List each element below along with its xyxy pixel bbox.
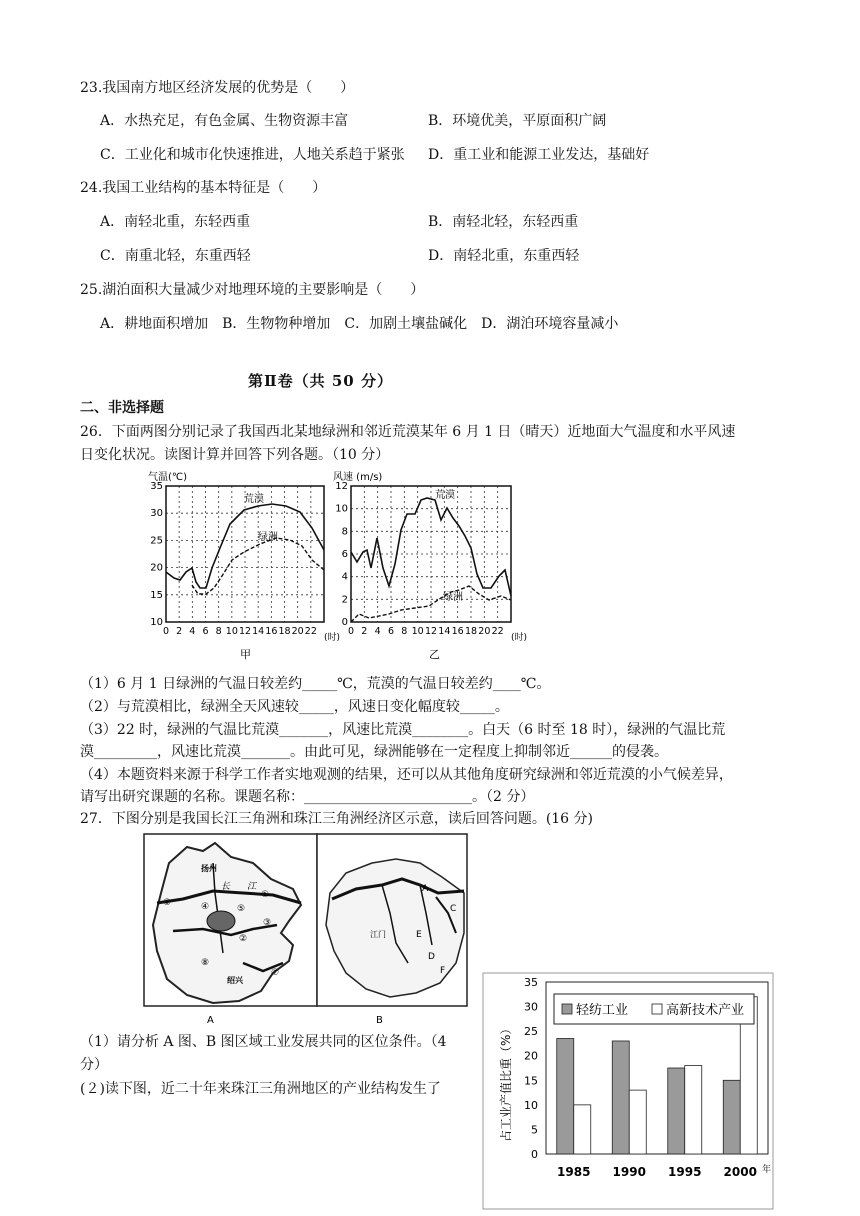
wind-chart-oasis-label: 绿洲: [443, 592, 463, 603]
wind-speed-chart: [325, 468, 535, 663]
map-a-label-jiang: 江: [247, 882, 257, 892]
legend-label: 轻纺工业: [576, 1003, 629, 1018]
q26-sub1: （1）6 月 1 日绿洲的气温日较差约_____℃，荒漠的气温日较差约____℃。: [80, 676, 551, 692]
q26-sub4-line1: （4）本题资料来源于科学工作者实地观测的结果，还可以从其他角度研究绿洲和邻近荒漠的小气候差异，: [80, 767, 733, 783]
temp-chart-x-unit: (时): [324, 633, 341, 643]
wind-chart-grid: [351, 486, 511, 622]
map-a-number-8: ⑧: [201, 958, 210, 968]
q26-stem-line1: 26．下面两图分别记录了我国西北某地绿洲和邻近荒漠某年 6 月 1 日（晴天）近地面大气温度和水平风速: [80, 424, 736, 440]
bar-light-textile: [557, 1039, 574, 1154]
temp-xtick-label: 18: [278, 626, 291, 637]
wind-xtick-label: 2: [361, 626, 368, 637]
wind-ytick-label: 8: [341, 526, 348, 538]
map-a-number-5: ⑤: [237, 904, 246, 914]
temp-xtick-label: 8: [215, 626, 222, 637]
temp-xtick-label: 6: [202, 626, 209, 637]
q23-option-d: D．重工业和能源工业发达，基础好: [428, 147, 650, 163]
wind-ytick-label: 10: [335, 503, 348, 515]
wind-xtick-label: 16: [451, 626, 464, 637]
bar-xtick-label: 1985: [557, 1165, 591, 1179]
bar-hightech: [574, 1105, 591, 1154]
q26-stem-line2: 日变化状况。读图计算并回答下列各题。（10 分）: [80, 447, 390, 463]
map-a-number-1: ①: [261, 890, 270, 900]
temp-xtick-label: 2: [176, 626, 183, 637]
bar-chart-legend: [554, 994, 754, 1024]
map-a-label-chang: 长: [221, 882, 231, 892]
temp-chart-desert-label: 荒漠: [244, 494, 264, 505]
q24-option-b: B．南轻北轻，东轻西重: [428, 214, 579, 230]
q26-sub3-line1: （3）22 时，绿洲的气温比荒漠_______，风速比荒漠________。白天（6 时至 18 时），绿洲的气温比荒: [80, 722, 726, 738]
bar-chart-xlabel: 年: [762, 1165, 772, 1175]
temp-ytick-label: 10: [150, 617, 163, 628]
bar-ytick-label: 15: [524, 1074, 538, 1088]
bar-ytick-label: 25: [524, 1025, 538, 1039]
temp-ytick-label: 20: [150, 562, 163, 574]
bar-ytick-label: 10: [524, 1098, 538, 1112]
q26-sub2: （2）与荒漠相比，绿洲全天风速较_____，风速日变化幅度较_____。: [80, 699, 509, 715]
temp-xtick-label: 12: [238, 626, 252, 637]
bar-hightech: [685, 1066, 702, 1154]
wind-xtick-label: 22: [491, 626, 504, 637]
legend-swatch: [562, 1004, 572, 1014]
q26-sub4-line2: 请写出研究课题的名称。课题名称：________________________。（2 分）: [80, 789, 535, 805]
part2-title: 第Ⅱ卷（共 50 分）: [248, 372, 393, 390]
temp-ytick-label: 35: [150, 481, 163, 492]
map-b-caption: B: [376, 1015, 383, 1026]
map-a-number-4: ④: [201, 902, 210, 912]
q26-sub3-line2: 漠_________，风速比荒漠_______。由此可见，绿洲能够在一定程度上抑制邻近______的侵袭。: [80, 744, 668, 760]
map-b-label-c: C: [450, 904, 457, 914]
pearl-delta-map: [316, 833, 468, 1028]
bar-light-textile: [612, 1041, 629, 1154]
map-b-label-a: A: [422, 884, 429, 894]
bar-chart-ylabel: 占工业产值比重（%）: [499, 1022, 513, 1142]
q23-stem: 23.我国南方地区经济发展的优势是（ ）: [80, 80, 355, 96]
wind-chart-desert-label: 荒漠: [435, 490, 455, 501]
wind-chart-ylabel: 风速 (m/s): [333, 472, 383, 483]
bar-light-textile: [723, 1080, 740, 1154]
section-title: 二、非选择题: [80, 400, 164, 416]
wind-xtick-label: 10: [411, 626, 424, 637]
bar-xtick-label: 1990: [612, 1165, 646, 1179]
temperature-chart: [140, 468, 350, 663]
map-a-number-6: ⑥: [163, 898, 172, 908]
q27-stem: 27．下图分别是我国长江三角洲和珠江三角洲经济区示意，读后回答问题。(16 分): [80, 811, 594, 827]
yangtze-delta-map: [143, 833, 318, 1028]
map-a-number-7: ⑦: [271, 968, 280, 978]
temp-ytick-label: 25: [150, 535, 163, 547]
map-b-label-f: F: [440, 966, 446, 976]
wind-xtick-label: 18: [464, 626, 478, 637]
wind-xtick-label: 20: [478, 626, 491, 637]
q23-option-b: B．环境优美，平原面积广阔: [428, 113, 607, 129]
wind-xtick-label: 14: [438, 626, 451, 637]
industry-share-bar-chart: [482, 972, 776, 1212]
map-b-label-e: E: [416, 930, 422, 940]
map-a-number-3: ③: [263, 918, 272, 928]
wind-ytick-label: 12: [335, 481, 348, 492]
bar-xtick-label: 2000: [723, 1165, 757, 1179]
q23-option-c: C．工业化和城市化快速推进，人地关系趋于紧张: [100, 147, 405, 163]
map-a-caption: A: [207, 1015, 214, 1026]
q24-stem: 24.我国工业结构的基本特征是（ ）: [80, 180, 327, 196]
legend-swatch: [652, 1004, 662, 1014]
wind-xtick-label: 8: [401, 626, 408, 637]
legend-label: 高新技术产业: [666, 1003, 745, 1018]
temp-xtick-label: 16: [265, 626, 278, 637]
bar-hightech: [629, 1090, 646, 1154]
wind-ytick-label: 6: [341, 549, 348, 560]
q24-option-a: A．南轻北重，东轻西重: [100, 214, 251, 230]
temp-xtick-label: 20: [291, 626, 304, 637]
wind-ytick-label: 0: [341, 617, 348, 628]
q25-stem: 25.湖泊面积大量减少对地理环境的主要影响是（ ）: [80, 282, 425, 298]
temp-ytick-label: 30: [150, 508, 163, 520]
q27-sub1-line1: （1）请分析 A 图、B 图区域工业发展共同的区位条件。（4: [80, 1034, 447, 1050]
map-a-label-shaoxing: 绍兴: [227, 976, 243, 985]
wind-chart-x-unit: (时): [511, 633, 528, 643]
map-a-number-2: ②: [239, 934, 248, 944]
temp-xtick-label: 4: [189, 626, 196, 637]
q27-sub1-line2: 分）: [80, 1057, 108, 1073]
temp-xtick-label: 10: [225, 626, 238, 637]
bar-ytick-label: 35: [524, 976, 538, 989]
bar-ytick-label: 20: [524, 1049, 538, 1063]
temp-ytick-label: 15: [150, 589, 163, 601]
temp-xtick-label: 22: [304, 626, 317, 637]
map-b-label-d: D: [428, 952, 435, 962]
bar-xtick-label: 1995: [668, 1165, 702, 1179]
wind-chart-caption: 乙: [429, 648, 440, 661]
map-a-taihu-lake: [207, 911, 235, 931]
bar-ytick-label: 0: [531, 1148, 538, 1161]
wind-xtick-label: 4: [374, 626, 381, 637]
wind-ytick-label: 2: [341, 594, 348, 606]
q27-sub2: (２)读下图，近二十年来珠江三角洲地区的产业结构发生了: [80, 1081, 441, 1097]
q25-options: A．耕地面积增加 B．生物物种增加 C．加剧土壤盐碱化 D．湖泊环境容量减小: [100, 316, 619, 332]
q24-option-c: C．南重北轻，东重西轻: [100, 248, 251, 264]
q24-option-d: D．南轻北重，东重西轻: [428, 248, 580, 264]
temp-chart-caption: 甲: [240, 648, 251, 661]
temp-xtick-label: 0: [162, 626, 170, 637]
bar-light-textile: [668, 1068, 685, 1154]
map-b-label-jiangmen: 江门: [370, 930, 386, 939]
wind-xtick-label: 6: [387, 626, 395, 637]
q23-option-a: A．水热充足，有色金属、生物资源丰富: [100, 113, 349, 129]
temp-xtick-label: 14: [252, 626, 265, 637]
bar-ytick-label: 30: [524, 1000, 538, 1014]
wind-xtick-label: 12: [424, 626, 438, 637]
bar-ytick-label: 5: [531, 1123, 538, 1137]
temp-chart-oasis-label: 绿洲: [258, 532, 278, 543]
temp-chart-grid: [166, 486, 324, 622]
map-a-label-yangzhou: 扬州: [201, 864, 217, 873]
temp-chart-ylabel: 气温(℃): [148, 472, 188, 483]
wind-ytick-label: 4: [341, 571, 348, 583]
wind-xtick-label: 0: [347, 626, 355, 637]
